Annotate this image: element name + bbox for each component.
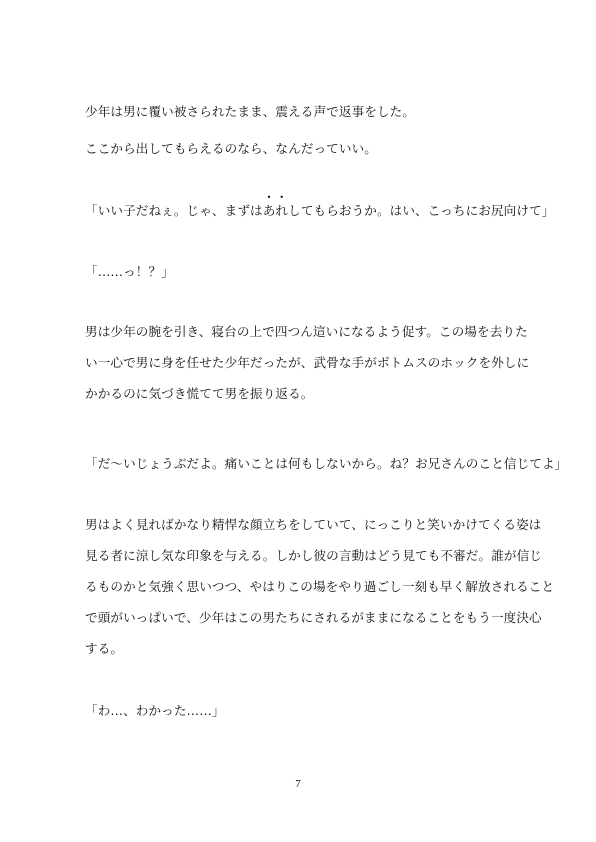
- dialogue-line: [85, 203, 555, 219]
- text-line: い一心で男に身を任せた少年だったが、武骨な手がボトムスのホックを外しに: [85, 355, 530, 370]
- dialogue-line: 「わ…、わかった……」: [85, 703, 225, 718]
- dialogue-line: 「……っ！？」: [85, 264, 174, 279]
- text-line: ここから出してもらえるのなら、なんだっていい。: [85, 141, 377, 156]
- text-line: 見る者に涼し気な印象を与える。しかし彼の言動はどう見ても不審だ。誰が信じ: [85, 548, 542, 563]
- text-line: する。: [85, 641, 124, 656]
- text-line: 少年は男に覆い被さられたまま、震える声で返事をした。: [85, 104, 416, 119]
- text-line: で頭がいっぱいで、少年はこの男たちにされるがままになることをもう一度決心: [85, 610, 542, 625]
- dialogue-text-pre: 「いい子だねぇ。じゃ、まずは: [85, 203, 263, 218]
- page-number: 7: [295, 778, 301, 790]
- text-line: るものかと気強く思いつつ、やはりこの場をやり過ごし一刻も早く解放されること: [85, 579, 555, 594]
- emphasis-char: あ: [262, 203, 276, 218]
- dialogue-text-post: してもらおうか。はい、こっちにお尻向けて」: [288, 203, 555, 218]
- text-line: 男は少年の腕を引き、寝台の上で四つん這いになるよう促す。この場を去りた: [85, 324, 528, 339]
- text-line: かかるのに気づき慌てて男を振り返る。: [85, 386, 314, 401]
- text-line: 男はよく見ればかなり精悍な顔立ちをしていて、にっこりと笑いかけてくる姿は: [85, 517, 542, 532]
- dialogue-line: 「だ〜いじょうぶだよ。痛いことは何もしないから。ね？お兄さんのこと信じてよ」: [85, 456, 568, 471]
- emphasis-char: れ: [275, 203, 289, 218]
